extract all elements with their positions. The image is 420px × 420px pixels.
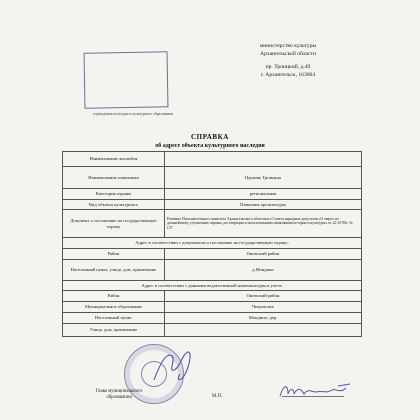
addressee-block <box>238 42 338 79</box>
signature-scribble-left <box>150 346 196 386</box>
table-value: д.Мондино <box>164 260 361 281</box>
table-label: Муниципальное образование <box>63 302 165 313</box>
signatory-line: Глава муниципального <box>95 389 143 394</box>
heritage-info-table <box>62 151 362 337</box>
table-value: Решение Исполнительного комитета Архангельского областного Совета народных депутатов «О мерах по дальнейшему улучшению охраны, реставрации и использованию памятников истории и культуры» от 22.10.90г. № 157 <box>164 210 361 238</box>
addressee-line: г. Архангельск, 163004 <box>260 72 316 78</box>
table-section-row <box>63 238 362 249</box>
table-row <box>63 324 362 337</box>
table-section-header: Адрес в соответствии с данными ведомственной номенклатуры и учета: <box>63 281 362 291</box>
signatory-title <box>84 389 154 401</box>
official-stamp-box <box>84 51 169 108</box>
table-row <box>63 189 362 200</box>
addressee-line: Архангельской области <box>260 51 316 57</box>
table-row <box>63 200 362 210</box>
table-value: Мондино, дер. <box>164 313 361 324</box>
table-value <box>164 324 361 337</box>
signatory-line: образования <box>106 395 132 400</box>
document-title: СПРАВКА <box>191 133 229 141</box>
table-label: Наименование ансамбля <box>63 152 165 167</box>
signature-scribble-right <box>276 380 356 402</box>
addressee-line: министерство культуры <box>259 43 317 49</box>
table-label: Район <box>63 291 165 302</box>
table-row <box>63 313 362 324</box>
table-row <box>63 291 362 302</box>
table-label: Вид объекта культурного <box>63 200 165 210</box>
table-value: региональная <box>164 189 361 200</box>
table-label: Населенный пункт <box>63 313 165 324</box>
table-row <box>63 260 362 281</box>
signature-line <box>282 396 344 397</box>
table-value <box>164 152 361 167</box>
seal-place-label: М.П. <box>212 394 223 399</box>
table-label: Наименование памятника <box>63 167 165 189</box>
table-value: Церковь Троицкая <box>164 167 361 189</box>
table-label: Категория охраны <box>63 189 165 200</box>
table-row <box>63 167 362 189</box>
stamp-line <box>89 90 163 96</box>
table-row <box>63 210 362 238</box>
table-value: Онежский район <box>164 291 361 302</box>
table-section-row <box>63 281 362 291</box>
table-row <box>63 152 362 167</box>
table-value: Онежский район <box>164 249 361 260</box>
table-value: Памятник архитектуры <box>164 200 361 210</box>
table-section-header: Адрес в соответствии с документом о постановке на государственную охрану: <box>63 238 362 249</box>
table-label: Улица, дом, примечание <box>63 324 165 337</box>
stamp-caption: учреждения культуры и культурного образования <box>93 112 173 116</box>
document-subtitle: об адресе объекта культурного наследия <box>155 143 265 149</box>
addressee-line: пр. Троицкий, д.49 <box>265 64 311 70</box>
table-label: Населенный пункт, улица, дом, примечание <box>63 260 165 281</box>
table-value: Чекуевское <box>164 302 361 313</box>
table-label: Район <box>63 249 165 260</box>
table-row <box>63 302 362 313</box>
table-label: Документ о постановке на государственную охрану <box>63 210 165 238</box>
table-row <box>63 249 362 260</box>
